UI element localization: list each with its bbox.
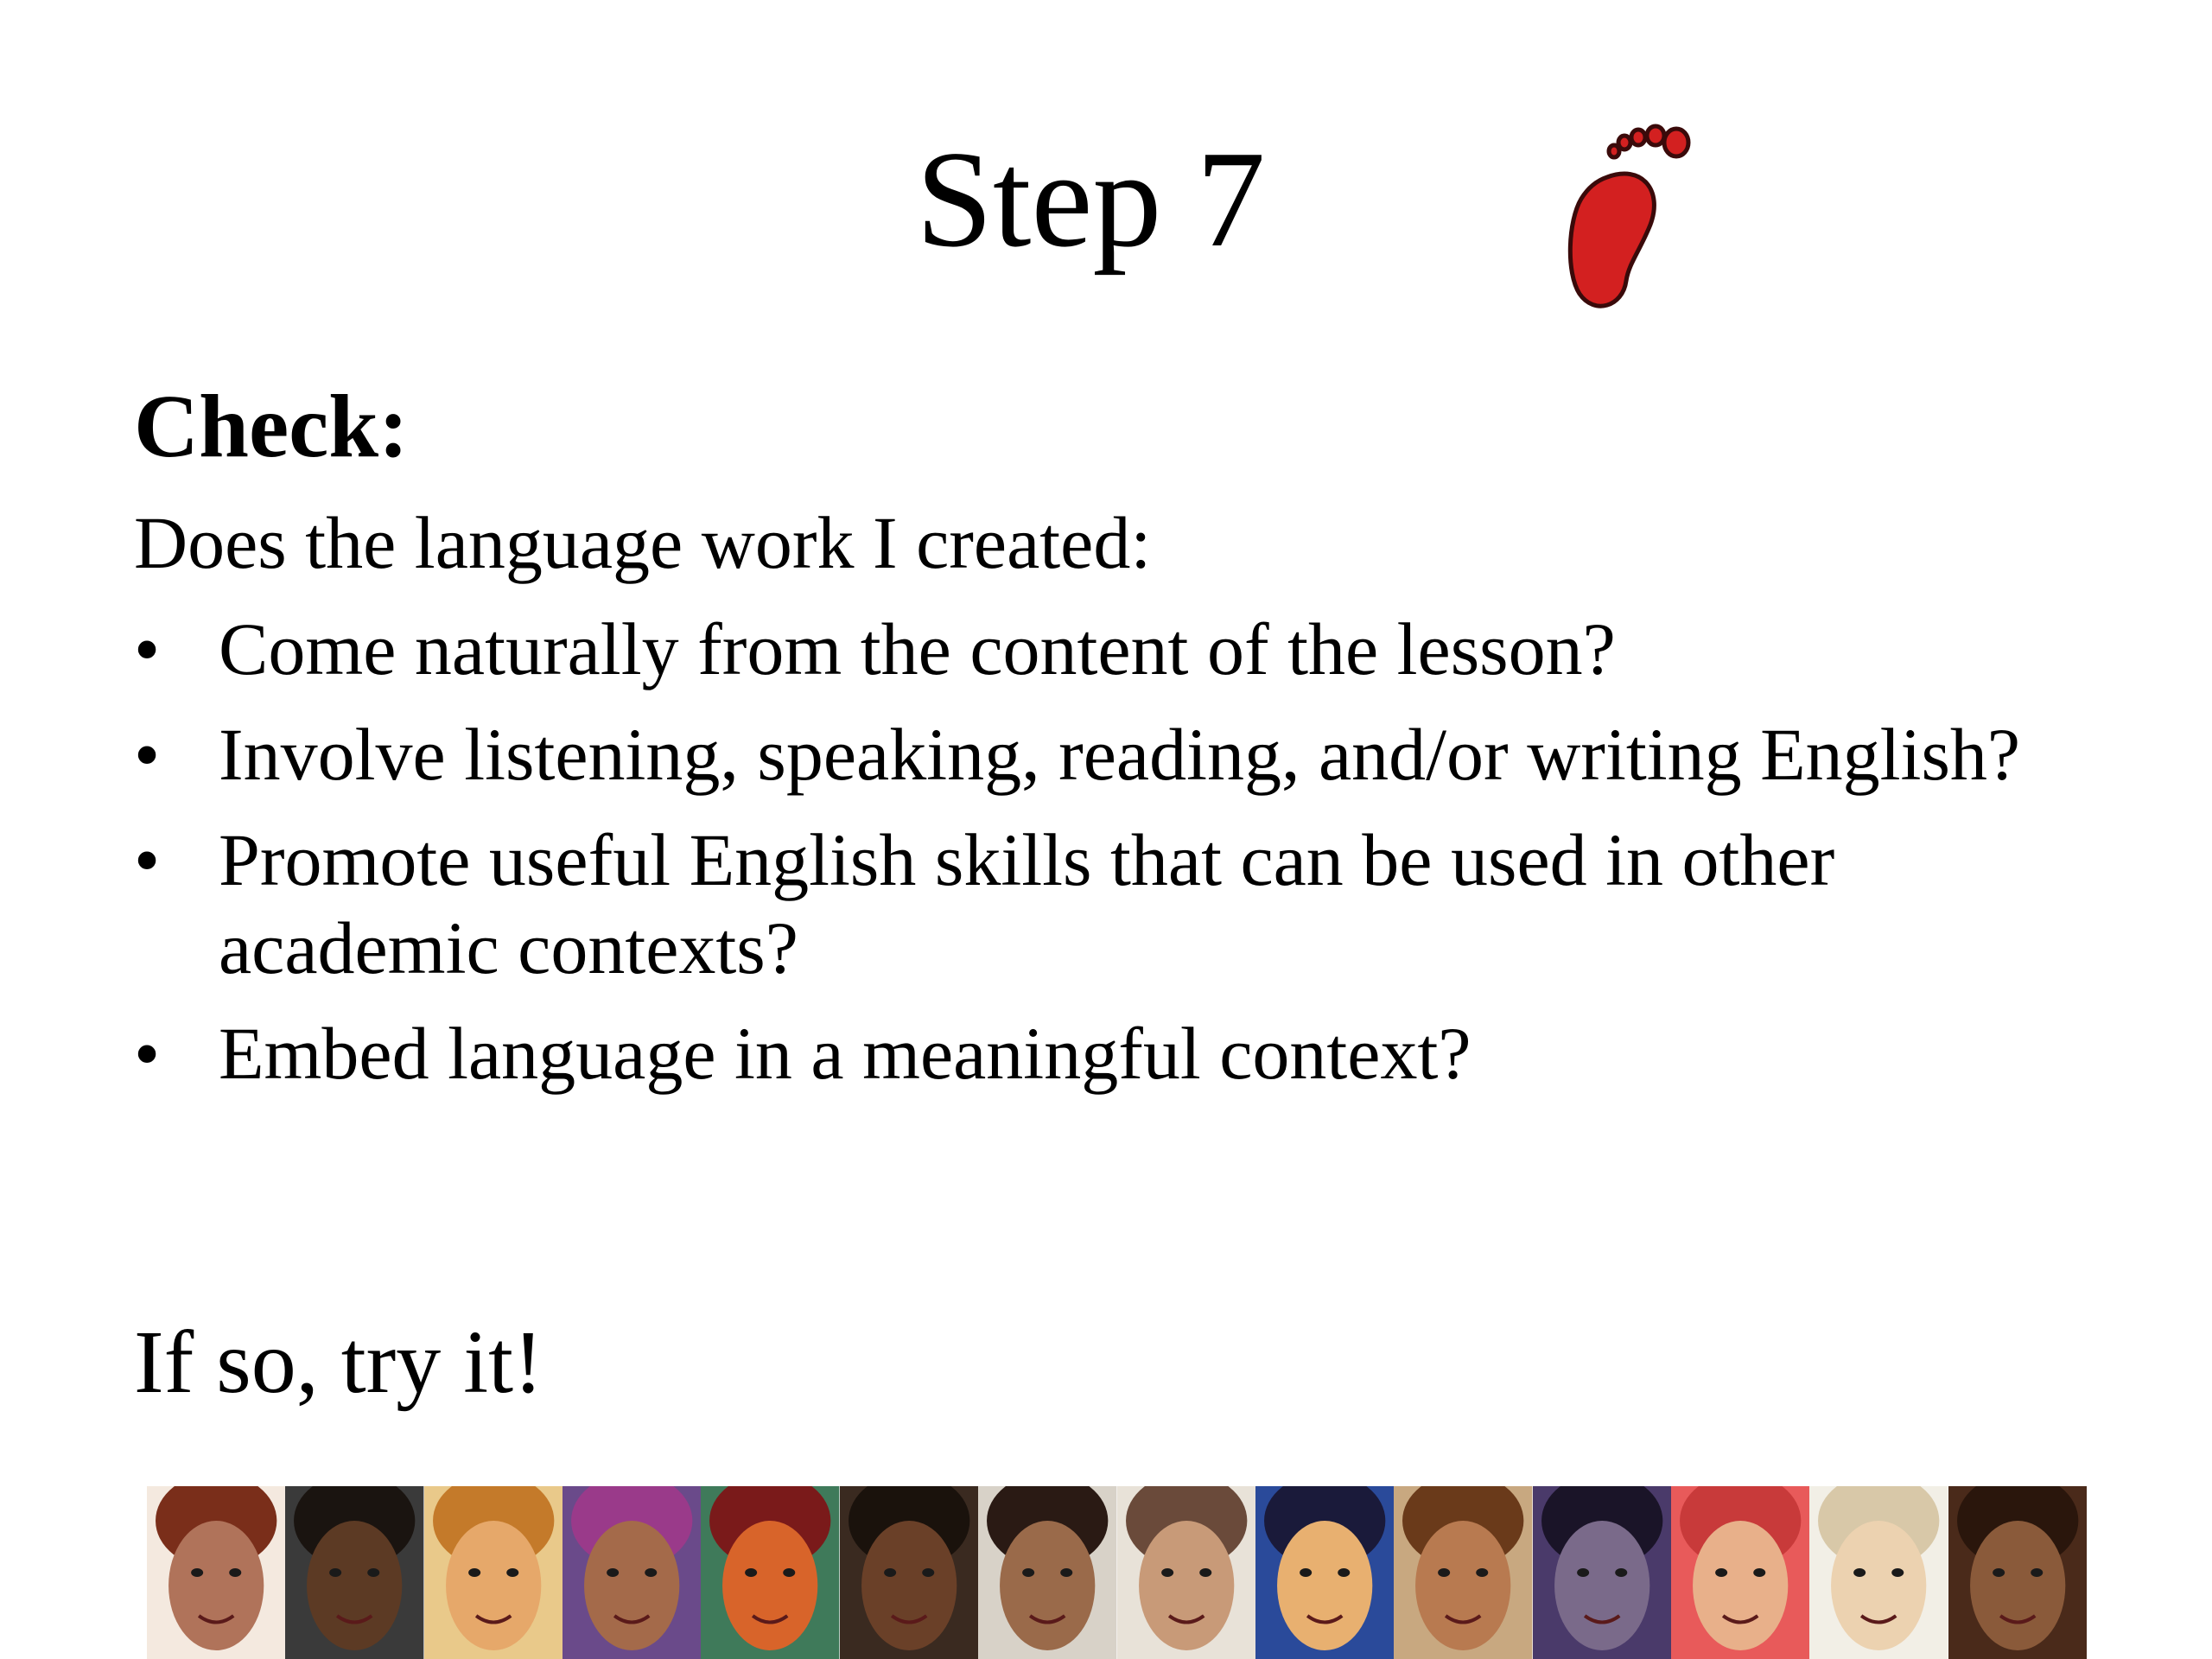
checklist-item-text: Embed language in a meaningful context? [219,1012,1471,1095]
face-portrait [978,1486,1116,1659]
checklist-item-text: Come naturally from the content of the lesson? [219,607,1616,690]
face-portrait [1533,1486,1671,1659]
face-portrait [1255,1486,1394,1659]
bullet-icon: • [134,818,161,901]
face-portrait [1948,1486,2087,1659]
face-portrait [1117,1486,1255,1659]
face-portrait [1671,1486,1809,1659]
face-portrait [1809,1486,1948,1659]
checklist-item [134,710,2121,798]
checklist-item-text: Involve listening, speaking, reading, and/or writing English? [219,713,2021,796]
closing-text: If so, try it! [134,1313,543,1412]
intro-text: Does the language work I created: [134,501,1152,584]
face-portrait [840,1486,978,1659]
face-portrait [701,1486,839,1659]
checklist-item [134,605,2121,693]
bullet-icon: • [134,1012,161,1095]
face-portrait [424,1486,563,1659]
face-portrait [147,1486,285,1659]
checklist [134,605,2121,1115]
checklist-item [134,1009,2121,1097]
footprint-icon [1547,117,1702,324]
checklist-item-text: Promote useful English skills that can be used in other academic contexts? [219,818,1835,989]
checklist-item [134,816,2121,992]
face-portrait [563,1486,701,1659]
bullet-icon: • [134,607,161,690]
face-portrait [1394,1486,1532,1659]
faces-banner [147,1486,2087,1659]
slide-title: Step 7 [916,122,1266,276]
bullet-icon: • [134,713,161,796]
check-heading: Check: [134,377,409,476]
face-portrait [285,1486,423,1659]
